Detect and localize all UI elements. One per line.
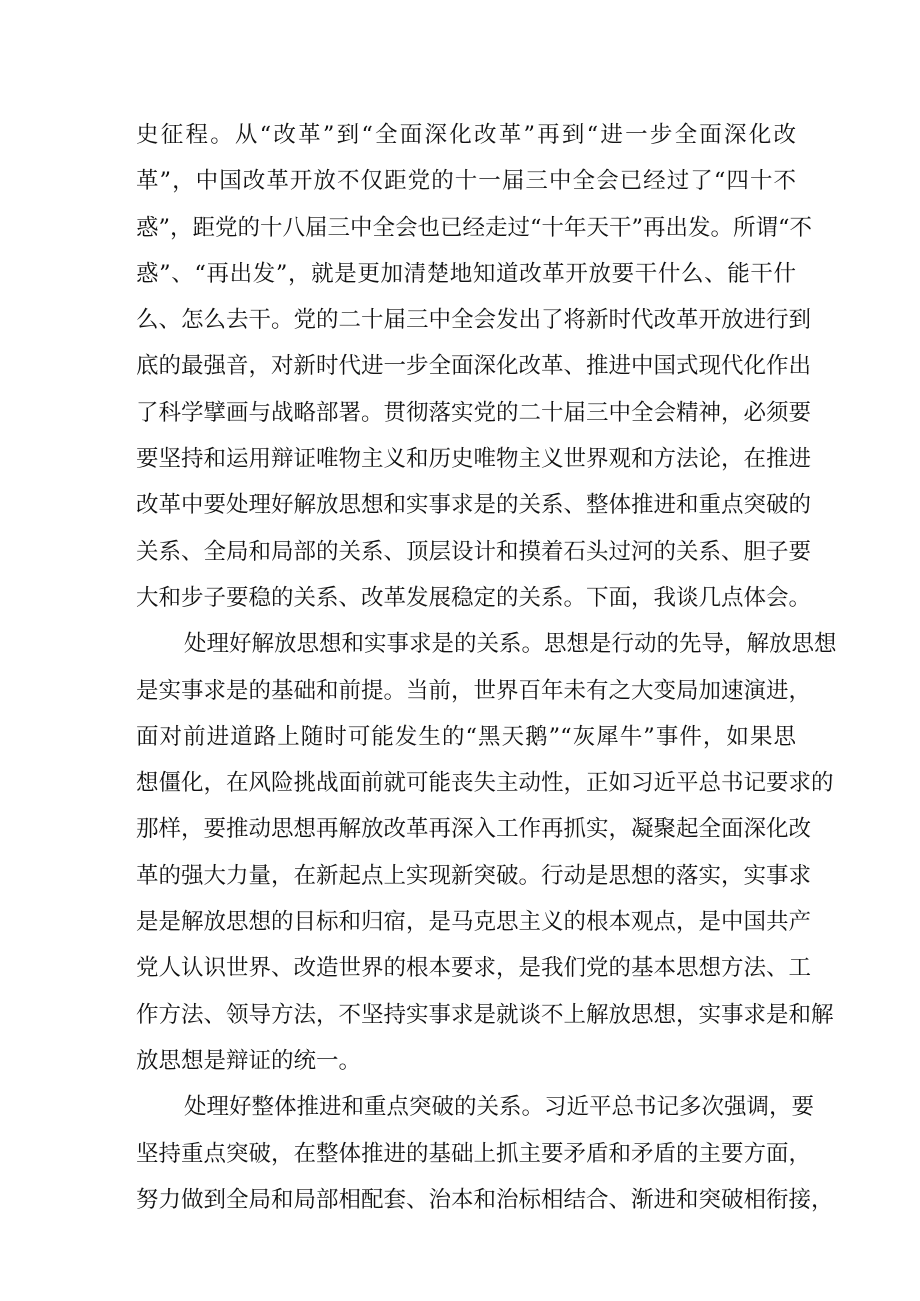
text-line: 惑”，距党的十八届三中全会也已经走过“十年天干”再出发。所谓“不 bbox=[136, 214, 813, 241]
text-line: 努力做到全局和局部相配套、治本和治标相结合、渐进和突破相衔接， bbox=[136, 1186, 834, 1213]
text-line: 惑”、“再出发”，就是更加清楚地知道改革开放要干什么、能干什 bbox=[136, 260, 796, 287]
paragraph-heading-line: 处理好解放思想和实事求是的关系。思想是行动的先导，解放思想 bbox=[184, 631, 837, 658]
text-line: 想僵化，在风险挑战面前就可能丧失主动性，正如习近平总书记要求的 bbox=[136, 770, 834, 797]
text-line: 面对前进道路上随时可能发生的“黑天鹅”“灰犀牛”事件，如果思 bbox=[136, 723, 796, 750]
text-line: 那样，要推动思想再解放改革再深入工作再抓实，凝聚起全面深化改 bbox=[136, 816, 812, 843]
text-line: 是实事求是的基础和前提。当前，世界百年未有之大变局加速演进， bbox=[136, 677, 812, 704]
text-line: 放思想是辩证的统一。 bbox=[136, 1047, 362, 1074]
document-page bbox=[136, 112, 837, 1223]
text-line: 党人认识世界、改造世界的根本要求，是我们党的基本思想方法、工 bbox=[136, 955, 812, 982]
text-line: 改革中要处理好解放思想和实事求是的关系、整体推进和重点突破的 bbox=[136, 492, 812, 519]
text-line: 是是解放思想的目标和归宿，是马克思主义的根本观点，是中国共产 bbox=[136, 909, 812, 936]
text-line: 史征程。从“改革”到“全面深化改革”再到“进一步全面深化改 bbox=[136, 122, 796, 148]
text-line: 革的强大力量，在新起点上实现新突破。行动是思想的落实，实事求 bbox=[136, 862, 812, 889]
text-line: 作方法、领导方法，不坚持实事求是就谈不上解放思想，实事求是和解 bbox=[136, 1001, 834, 1028]
text-line: 关系、全局和局部的关系、顶层设计和摸着石头过河的关系、胆子要 bbox=[136, 538, 812, 565]
text-line: 坚持重点突破，在整体推进的基础上抓主要矛盾和矛盾的主要方面， bbox=[136, 1140, 812, 1167]
text-line: 底的最强音，对新时代进一步全面深化改革、推进中国式现代化作出 bbox=[136, 353, 812, 380]
text-line: 要坚持和运用辩证唯物主义和历史唯物主义世界观和方法论，在推进 bbox=[136, 446, 812, 473]
text-line: 革”，中国改革开放不仅距党的十一届三中全会已经过了“四十不 bbox=[136, 168, 796, 195]
text-line: 么、怎么去干。党的二十届三中全会发出了将新时代改革开放进行到 bbox=[136, 307, 812, 334]
text-line: 了科学擘画与战略部署。贯彻落实党的二十届三中全会精神，必须要 bbox=[136, 399, 812, 426]
text-line: 大和步子要稳的关系、改革发展稳定的关系。下面，我谈几点体会。 bbox=[136, 584, 812, 611]
paragraph-heading-line: 处理好整体推进和重点突破的关系。习近平总书记多次强调，要 bbox=[184, 1094, 815, 1121]
